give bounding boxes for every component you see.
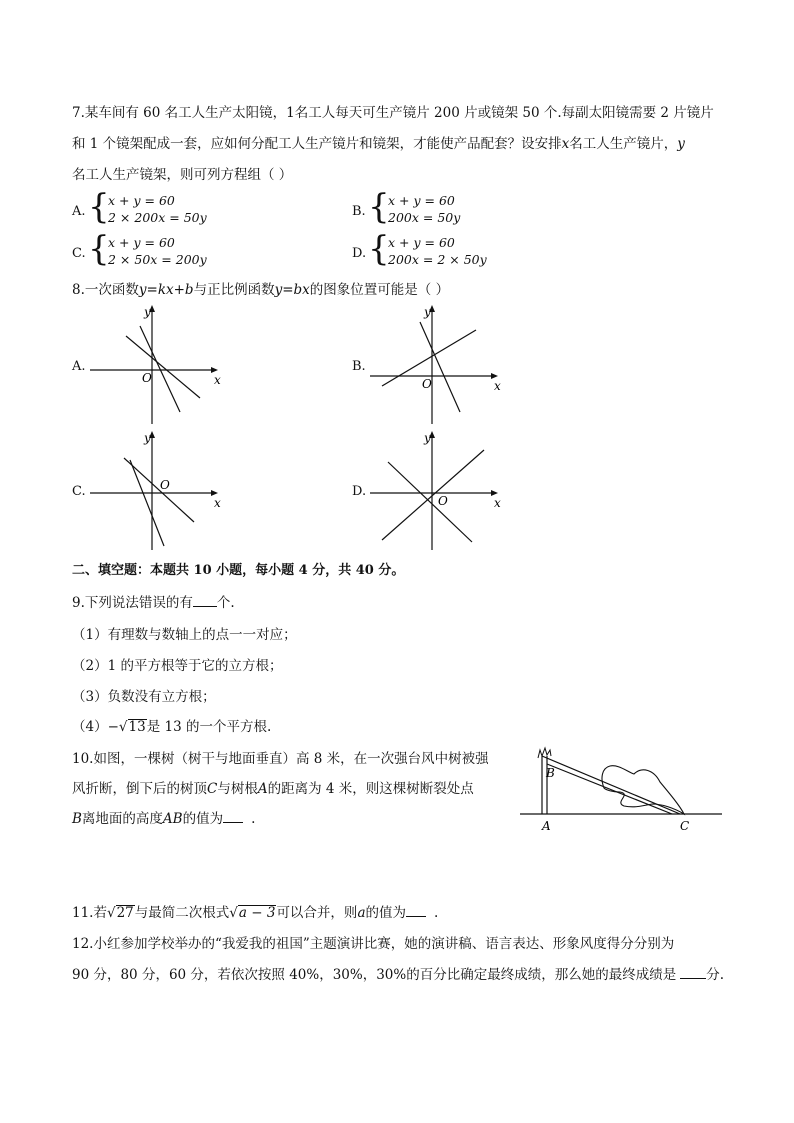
sqrt-icon: √ [118, 719, 128, 735]
q7-option-a-system [108, 192, 207, 226]
q12-line2 [72, 966, 724, 984]
minus-sign: − [107, 719, 119, 735]
x-axis-label: x [494, 379, 501, 393]
q9-item-3: （3）负数没有立方根； [72, 689, 216, 705]
answer-blank [406, 904, 426, 917]
graph-line [140, 326, 180, 412]
q11-var-a: a [357, 905, 366, 921]
q10-line2 [72, 780, 474, 798]
q8-graph-c-label: C. [72, 484, 86, 499]
q8-graph-c [88, 428, 228, 552]
q12-line2-post: 分. [706, 967, 725, 983]
q7-option-a-label: A. [72, 204, 86, 219]
q8-graph-b-label: B. [352, 359, 366, 374]
q7-option-a-eq1: x + y = 60 [108, 193, 175, 208]
origin-label: O [422, 377, 432, 391]
q8-function-1: y=kx+b [138, 282, 194, 298]
q10-point-a: A [257, 781, 268, 797]
tree-crown-icon [602, 766, 684, 814]
q7-var-y: y [677, 136, 685, 152]
q10-line1: 10.如图，一棵树（树干与地面垂直）高 8 米，在一次强台风中树被强 [72, 751, 489, 767]
q7-stem-line1: 7.某车间有 60 名工人生产太阳镜，1名工人每天可生产镜片 200 片或镜架 50 个.每副太阳镜需要 2 片镜片 [72, 105, 714, 121]
sqrt-icon: √ [229, 905, 238, 921]
y-axis-label: y [144, 305, 151, 319]
point-c-label: C [680, 819, 690, 833]
q10-line3-end: . [251, 811, 256, 827]
fallen-trunk-lower [547, 764, 672, 814]
fallen-trunk-upper [542, 756, 680, 814]
origin-label: O [142, 371, 152, 385]
point-a-label: A [542, 819, 551, 833]
q8-graph-d [368, 428, 508, 552]
q7-option-c-eq2: 2 × 50x = 200y [108, 252, 207, 267]
brace-icon: { [88, 187, 110, 227]
q8-stem [72, 281, 449, 299]
q12-line1: 12.小红参加学校举办的“我爱我的祖国”主题演讲比赛，她的演讲稿、语言表达、形象风度得分分别为 [72, 936, 675, 952]
q12-line2-pre: 90 分，80 分，60 分，若依次按照 40%，30%，30%的百分比确定最终成绩，那么她的最终成绩是 [72, 967, 677, 983]
y-axis-label: y [144, 431, 151, 445]
q7-option-c-eq1: x + y = 60 [108, 235, 175, 250]
brace-icon: { [368, 229, 390, 269]
q9-item-1: （1）有理数与数轴上的点一一对应； [72, 627, 297, 643]
answer-blank [680, 966, 706, 979]
q8-post: 的图象位置可能是（ ） [309, 282, 450, 298]
q10-line3 [72, 810, 255, 828]
x-axis-label: x [214, 373, 221, 387]
q11-mid: 与最简二次根式 [134, 905, 230, 921]
x-axis-label: x [494, 496, 501, 510]
q7-option-d-system [388, 234, 487, 268]
q7-option-d-label: D. [352, 246, 367, 261]
q7-option-b-label: B. [352, 204, 366, 219]
q7-option-c-system [108, 234, 207, 268]
q7-option-b-system [388, 192, 460, 226]
q10-line2-mid: 与树根 [217, 781, 258, 797]
origin-label: O [160, 478, 170, 492]
q8-graph-b [368, 302, 508, 426]
q7-line2-mid: 名工人生产镜片， [569, 136, 678, 152]
q8-pre: 8.一次函数 [72, 282, 139, 298]
answer-blank [193, 594, 217, 607]
q9-item-2: （2）1 的平方根等于它的立方根； [72, 658, 283, 674]
q7-option-a-eq2: 2 × 200x = 50y [108, 210, 207, 225]
q10-line2-pre: 风折断，倒下后的树顶 [72, 781, 207, 797]
q10-point-b: B [72, 811, 82, 827]
graph-line [130, 460, 164, 546]
q11-radicand-1: 27 [116, 905, 134, 921]
q10-line2-post: 的距离为 4 米，则这棵树断裂处点 [267, 781, 474, 797]
brace-icon: { [88, 229, 110, 269]
q8-graph-d-label: D. [352, 484, 367, 499]
q9-item4-post: 是 13 的一个平方根. [146, 719, 272, 735]
q10-tree-figure [520, 742, 724, 834]
y-axis-label: y [424, 431, 431, 445]
q7-option-b-eq1: x + y = 60 [388, 193, 455, 208]
q7-option-d-eq2: 200x = 2 × 50y [388, 252, 487, 267]
q7-line2-pre: 和 1 个镜架配成一套，应如何分配工人生产镜片和镜架，才能使产品配套？设安排 [72, 136, 562, 152]
x-axis-label: x [214, 496, 221, 510]
q9-stem-pre: 9.下列说法错误的有 [72, 595, 193, 611]
section-2-heading: 二、填空题：本题共 10 小题，每小题 4 分，共 40 分。 [72, 563, 405, 578]
q8-mid: 与正比例函数 [193, 282, 275, 298]
origin-label: O [438, 494, 448, 508]
q11-post: 的值为 [365, 905, 406, 921]
q9-stem [72, 594, 235, 612]
q9-stem-post: 个. [216, 595, 235, 611]
q8-graph-a-label: A. [72, 359, 86, 374]
graph-line [382, 450, 484, 540]
q11-stem [72, 904, 438, 922]
q10-segment-ab: AB [162, 811, 183, 827]
q7-option-d-eq1: x + y = 60 [388, 235, 455, 250]
graph-line [126, 336, 200, 398]
q11-end: . [434, 905, 439, 921]
q8-function-2: y=bx [274, 282, 310, 298]
q11-radicand-2: a − 3 [238, 905, 276, 921]
sqrt-icon: √ [106, 905, 116, 921]
q10-line3-post: 的值为 [182, 811, 224, 827]
q11-pre: 11.若 [72, 905, 107, 921]
q9-radicand: 13 [128, 719, 146, 735]
q7-stem-line3: 名工人生产镜架，则可列方程组（ ） [72, 167, 293, 183]
q9-item-4 [72, 718, 271, 736]
q7-option-b-eq2: 200x = 50y [388, 210, 461, 225]
point-b-label: B [546, 766, 555, 780]
graph-line [388, 462, 472, 542]
q7-option-c-label: C. [72, 246, 86, 261]
q9-item4-pre: （4） [72, 719, 108, 735]
answer-blank [223, 810, 243, 823]
q10-point-c: C [207, 781, 218, 797]
q11-mid2: 可以合并，则 [276, 905, 358, 921]
graph-line [124, 458, 194, 522]
q7-var-x: x [561, 136, 570, 152]
q7-stem-line2 [72, 135, 685, 153]
graph-line [420, 322, 460, 412]
q8-graph-a [88, 302, 228, 426]
brace-icon: { [368, 187, 390, 227]
y-axis-label: y [424, 305, 431, 319]
q10-line3-mid: 离地面的高度 [81, 811, 163, 827]
